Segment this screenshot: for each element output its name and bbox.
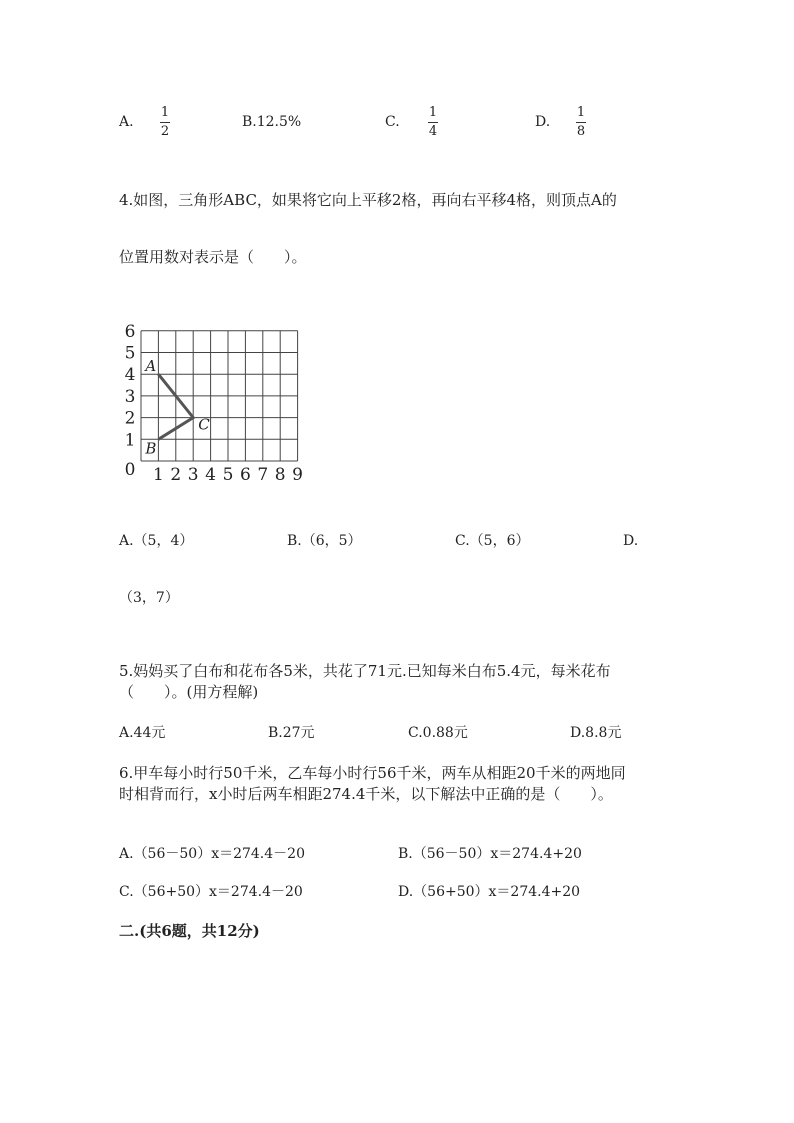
q6-stem-line2: 时相背而行，x小时后两车相距274.4千米，以下解法中正确的是（ ）。 (119, 785, 613, 803)
q4-option-d-value: （3，7） (119, 590, 179, 606)
x-tick-label: 1 (152, 465, 164, 485)
fraction-numerator: 1 (428, 105, 438, 120)
q3-option-b: B.12.5% (242, 114, 302, 130)
vertex-label-c: C (198, 415, 210, 434)
q5-option-d: D.8.8元 (570, 725, 622, 741)
fraction-denominator: 8 (576, 124, 586, 139)
y-tick-label: 3 (124, 386, 136, 407)
q3-option-d-fraction (576, 106, 586, 139)
q6-option-d: D.（56+50）x＝274.4+20 (398, 884, 581, 900)
y-tick-label: 6 (124, 322, 136, 342)
x-tick-labels (153, 465, 303, 485)
y-tick-label: 0 (124, 460, 136, 480)
fraction-numerator: 1 (576, 105, 586, 120)
q3-option-a-fraction (160, 106, 170, 139)
q5-option-c: C.0.88元 (408, 725, 468, 741)
q4-option-a: A.（5，4） (119, 533, 194, 549)
vertex-label-b: B (145, 439, 157, 458)
q6-stem-line1: 6.甲车每小时行50千米，乙车每小时行56千米，两车从相距20千米的两地同 (119, 764, 626, 782)
y-tick-labels (125, 322, 136, 480)
y-tick-label: 1 (124, 430, 136, 451)
grid-lines (141, 331, 298, 461)
fraction-bar (160, 122, 170, 123)
q6-option-c: C.（56+50）x＝274.4－20 (119, 884, 303, 900)
q3-option-d-label: D. (535, 114, 551, 130)
fraction-denominator: 2 (160, 124, 170, 139)
vertex-label-a: A (145, 357, 157, 376)
q5-stem-line2: （ ）。(用方程解) (119, 683, 259, 701)
q6-option-b: B.（56－50）x＝274.4+20 (398, 846, 582, 862)
fraction-denominator: 4 (428, 124, 438, 139)
q5-option-a: A.44元 (119, 725, 166, 741)
q5-stem-line1: 5.妈妈买了白布和花布各5米，共花了71元.已知每米白布5.4元，每米花布 (119, 662, 611, 680)
q4-option-c: C.（5，6） (455, 533, 530, 549)
q6-option-a: A.（56－50）x＝274.4－20 (119, 846, 305, 862)
x-tick-label: 7 (257, 465, 269, 485)
q4-stem-line2: 位置用数对表示是（ ）。 (119, 248, 307, 266)
q3-option-c-fraction (428, 106, 438, 139)
x-tick-label: 3 (187, 465, 199, 485)
q4-option-b: B.（6，5） (287, 533, 362, 549)
q3-option-a-label: A. (119, 114, 134, 130)
vertex-labels (143, 357, 210, 457)
y-tick-label: 2 (124, 408, 136, 429)
x-tick-label: 8 (274, 465, 286, 485)
q4-option-d: D. (623, 533, 639, 549)
q3-option-c-label: C. (385, 114, 400, 130)
x-tick-label: 9 (292, 465, 304, 485)
y-tick-label: 5 (124, 343, 136, 364)
section-2-title: 二.(共6题，共12分) (119, 922, 260, 940)
fraction-bar (428, 122, 438, 123)
x-tick-label: 4 (205, 465, 217, 485)
q4-grid-figure (115, 322, 315, 487)
q4-stem-line1: 4.如图，三角形ABC，如果将它向上平移2格，再向右平移4格，则顶点A的 (119, 191, 617, 209)
fraction-numerator: 1 (160, 105, 170, 120)
q5-option-b: B.27元 (268, 725, 315, 741)
x-tick-label: 6 (239, 465, 251, 485)
x-tick-label: 2 (170, 465, 182, 485)
y-tick-label: 4 (124, 365, 136, 386)
fraction-bar (576, 122, 586, 123)
x-tick-label: 5 (222, 465, 234, 485)
